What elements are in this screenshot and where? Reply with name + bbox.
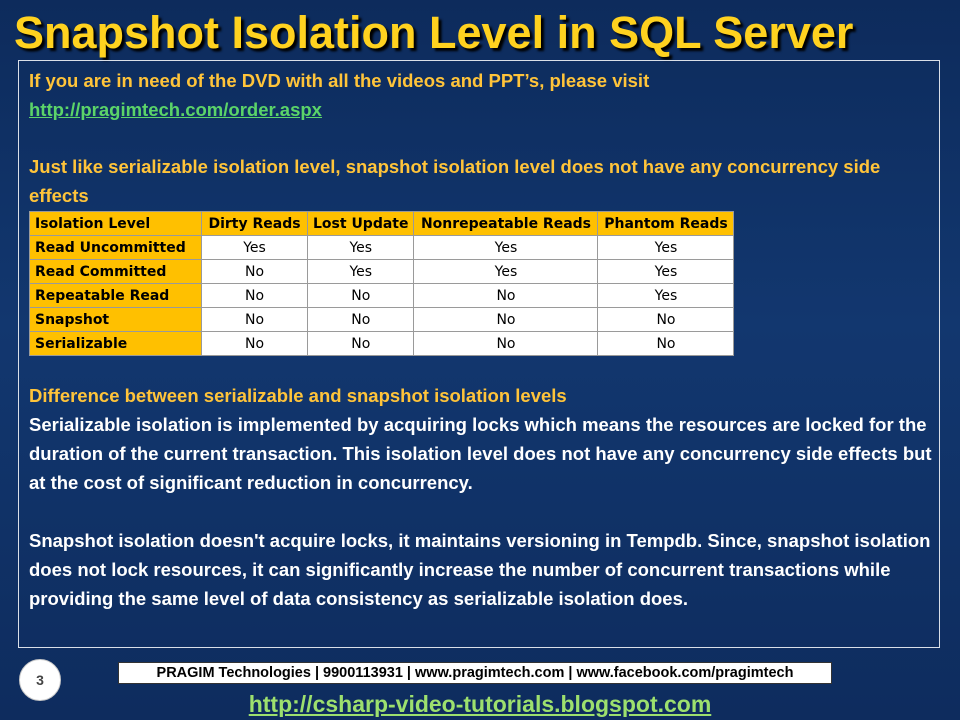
table-row	[30, 308, 734, 332]
isolation-levels-table	[29, 211, 734, 356]
cell-value: No	[202, 308, 308, 332]
table-row	[30, 236, 734, 260]
cell-value: No	[308, 332, 414, 356]
header-phantom-reads: Phantom Reads	[598, 212, 734, 236]
cell-value: Yes	[308, 260, 414, 284]
cell-value: Yes	[598, 260, 734, 284]
cell-value: Yes	[598, 284, 734, 308]
cell-value: Yes	[308, 236, 414, 260]
cell-value: No	[308, 284, 414, 308]
header-isolation-level: Isolation Level	[30, 212, 202, 236]
dvd-info-text	[29, 66, 934, 124]
table-row	[30, 284, 734, 308]
cell-value: No	[202, 284, 308, 308]
row-label: Repeatable Read	[30, 284, 202, 308]
order-link[interactable]: http://pragimtech.com/order.aspx	[29, 99, 322, 120]
content-panel	[18, 60, 940, 648]
page-number-badge: 3	[19, 659, 61, 701]
cell-value: Yes	[598, 236, 734, 260]
snapshot-paragraph: Snapshot isolation doesn't acquire locks, it maintains versioning in Tempdb. Since, snapshot isolation does not lock resources, it can significantly increase the number of concurrent transactions while providing the same level of data consistency as serializable isolation does.	[29, 530, 931, 609]
cell-value: No	[202, 260, 308, 284]
row-label: Read Uncommitted	[30, 236, 202, 260]
table-row	[30, 260, 734, 284]
difference-heading: Difference between serializable and snapshot isolation levels	[29, 385, 567, 406]
header-nonrepeatable-reads: Nonrepeatable Reads	[414, 212, 598, 236]
slide-title: Snapshot Isolation Level in SQL Server	[14, 7, 854, 58]
header-lost-update: Lost Update	[308, 212, 414, 236]
cell-value: Yes	[202, 236, 308, 260]
cell-value: No	[414, 284, 598, 308]
company-footer: PRAGIM Technologies | 9900113931 | www.pragimtech.com | www.facebook.com/pragimtech	[118, 662, 832, 684]
cell-value: No	[414, 308, 598, 332]
cell-value: No	[202, 332, 308, 356]
header-dirty-reads: Dirty Reads	[202, 212, 308, 236]
cell-value: No	[598, 332, 734, 356]
row-label: Serializable	[30, 332, 202, 356]
intro-text: Just like serializable isolation level, snapshot isolation level does not have any concurrency side effects	[29, 156, 881, 206]
table-header-row	[30, 212, 734, 236]
cell-value: No	[308, 308, 414, 332]
cell-value: No	[414, 332, 598, 356]
dvd-info-line: If you are in need of the DVD with all the videos and PPT’s, please visit	[29, 70, 650, 91]
row-label: Snapshot	[30, 308, 202, 332]
cell-value: Yes	[414, 236, 598, 260]
serializable-paragraph: Serializable isolation is implemented by acquiring locks which means the resources are locked for the duration of the current transaction. This isolation level does not have any concurrency side effects but at the cost of significant reduction in concurrency.	[29, 414, 932, 493]
cell-value: No	[598, 308, 734, 332]
blog-link[interactable]: http://csharp-video-tutorials.blogspot.com	[248, 691, 712, 717]
table-row	[30, 332, 734, 356]
row-label: Read Committed	[30, 260, 202, 284]
cell-value: Yes	[414, 260, 598, 284]
